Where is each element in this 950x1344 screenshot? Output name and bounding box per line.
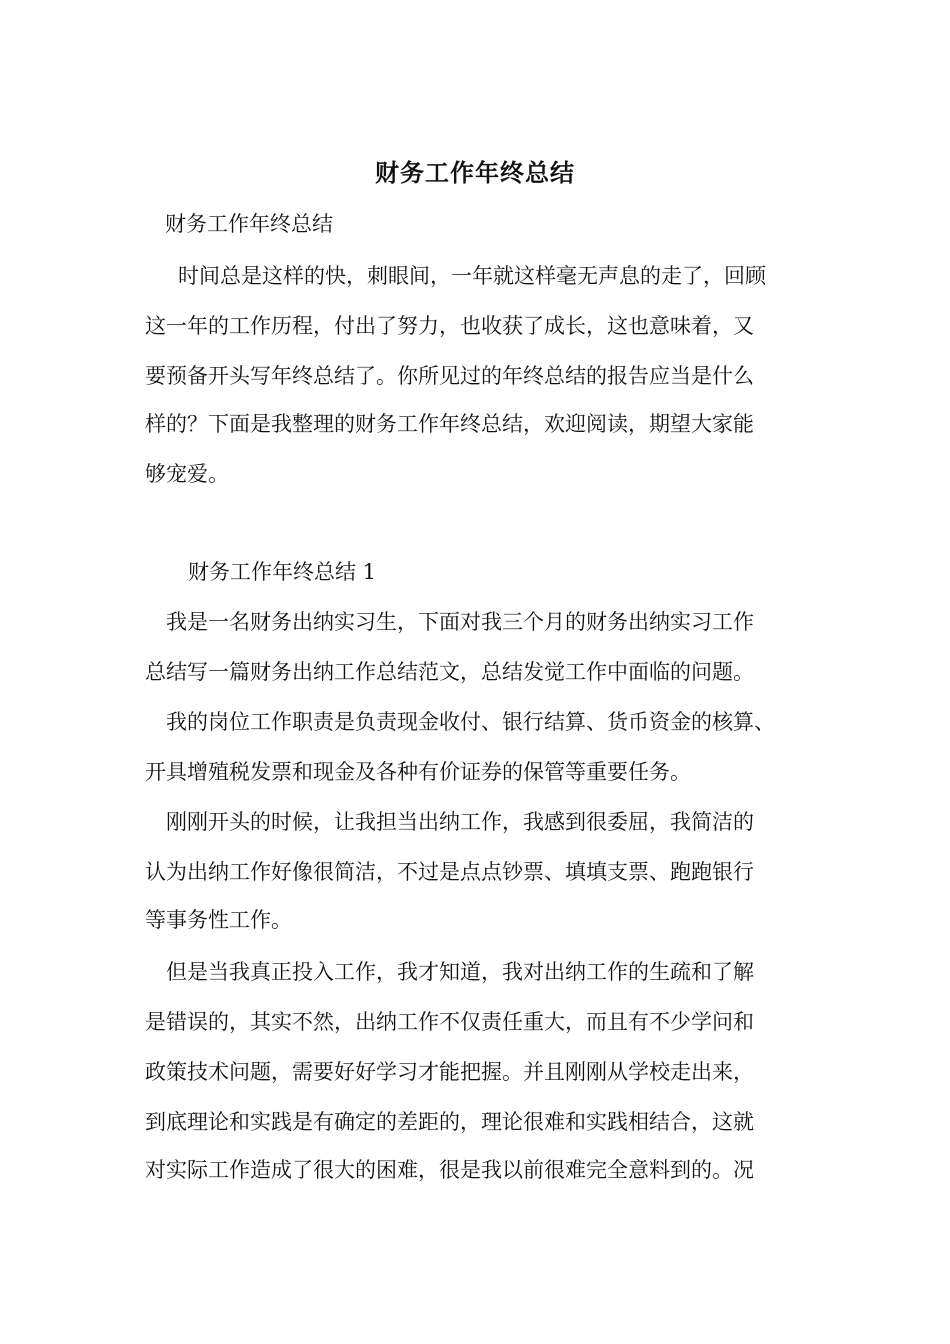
- body-line: 对实际工作造成了很大的困难，很是我以前很难完全意料到的。况: [145, 1158, 754, 1182]
- intro-line: 要预备开头写年终总结了。你所见过的年终总结的报告应当是什么: [145, 364, 754, 388]
- body-line: 到底理论和实践是有确定的差距的，理论很难和实践相结合，这就: [145, 1110, 754, 1134]
- body-line: 认为出纳工作好像很简洁，不过是点点钞票、填填支票、跑跑银行: [145, 860, 754, 884]
- intro-line: 时间总是这样的快，刺眼间，一年就这样毫无声息的走了，回顾: [178, 264, 766, 288]
- section-heading: 财务工作年终总结 1: [188, 560, 377, 584]
- body-line: 总结写一篇财务出纳工作总结范文，总结发觉工作中面临的问题。: [145, 660, 754, 684]
- body-line: 但是当我真正投入工作，我才知道，我对出纳工作的生疏和了解: [166, 960, 754, 984]
- body-line: 等事务性工作。: [145, 908, 292, 932]
- body-line: 我是一名财务出纳实习生，下面对我三个月的财务出纳实习工作: [166, 610, 754, 634]
- body-line: 是错误的，其实不然，出纳工作不仅责任重大，而且有不少学问和: [145, 1010, 754, 1034]
- intro-line: 这一年的工作历程，付出了努力，也收获了成长，这也意味着，又: [145, 314, 754, 338]
- body-line: 开具增殖税发票和现金及各种有价证券的保管等重要任务。: [145, 760, 691, 784]
- intro-line: 样的？下面是我整理的财务工作年终总结，欢迎阅读，期望大家能: [145, 412, 754, 436]
- document-title: 财务工作年终总结: [375, 158, 575, 187]
- body-line: 刚刚开头的时候，让我担当出纳工作，我感到很委屈，我简洁的: [166, 810, 754, 834]
- body-line: 我的岗位工作职责是负责现金收付、银行结算、货币资金的核算、: [166, 710, 775, 734]
- body-line: 政策技术问题，需要好好学习才能把握。并且刚刚从学校走出来，: [145, 1060, 754, 1084]
- intro-line: 够宠爱。: [145, 462, 229, 486]
- document-subtitle: 财务工作年终总结: [165, 212, 333, 236]
